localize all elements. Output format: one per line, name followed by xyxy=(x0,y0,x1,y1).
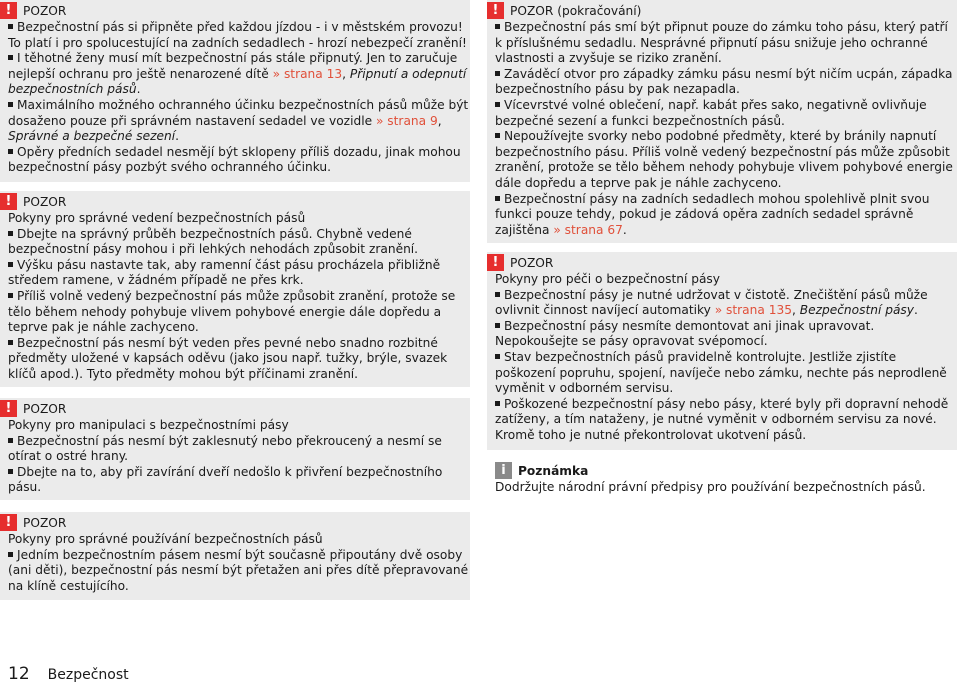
list-item: Nepoužívejte svorky nebo podobné předměty, které by bránily napnutí bezpečnostního pásu. Příliš volně vedený bezpečnostní pás může způsobit zranění, protože se tělo během nehody pohybuje vlivem pohybové energie dále dopředu a teprve pak je náhle zachyceno. xyxy=(495,129,953,190)
note-block xyxy=(495,462,955,496)
bullet-icon xyxy=(8,469,13,474)
bullet-icon xyxy=(495,292,500,297)
exclamation-icon: ! xyxy=(0,193,17,210)
bullet-icon xyxy=(8,24,13,29)
bullet-icon xyxy=(495,354,500,359)
list-item: Opěry předních sedadel nesmějí být sklopeny příliš dozadu, jinak mohou bezpečnostní pásy pozbýt svého ochranného účinku. xyxy=(8,144,461,175)
bullet-icon xyxy=(495,323,500,328)
warning-title-row xyxy=(0,400,470,417)
warning-box-seatbelt-care xyxy=(487,252,957,450)
list-item: Bezpečnostní pás si připněte před každou jízdou - i v městském provozu! To platí i pro spolucestující na zadních sedadlech - hrozí nebezpečí zranění! xyxy=(8,20,467,50)
exclamation-icon: ! xyxy=(487,254,504,271)
warning-title-row xyxy=(0,514,470,531)
warning-box-seatbelt-routing xyxy=(0,191,470,387)
info-icon: i xyxy=(495,462,512,479)
note-title-row xyxy=(495,462,955,479)
list-item: Vícevrstvé volné oblečení, např. kabát přes sako, negativně ovlivňuje bezpečné sezení a funkci bezpečnostních pásů. xyxy=(495,97,927,128)
bullet-icon xyxy=(8,340,13,345)
bullet-icon xyxy=(8,552,13,557)
warning-title-row xyxy=(487,254,957,271)
bullet-icon xyxy=(495,24,500,29)
warning-heading: Pokyny pro správné používání bezpečnostních pásů xyxy=(8,532,323,546)
warning-title: POZOR xyxy=(23,3,67,18)
exclamation-icon: ! xyxy=(487,2,504,19)
page-number: 12 xyxy=(8,664,30,684)
list-item: I těhotné ženy musí mít bezpečnostní pás stále připnutý. Jen to zaručuje nejlepší ochranu pro ještě nenarozené dítě » strana 13, Připnutí a odepnutí bezpečnostních pásů. xyxy=(8,51,467,97)
list-item: Dbejte na to, aby při zavírání dveří nedošlo k přivření bezpečnostního pásu. xyxy=(8,464,443,495)
list-item: Výšku pásu nastavte tak, aby ramenní část pásu procházela přibližně středem ramene, v žádném případě ne přes krk. xyxy=(8,257,441,288)
warning-heading: Pokyny pro správné vedení bezpečnostních pásů xyxy=(8,211,306,225)
bullet-icon xyxy=(8,262,13,267)
warning-title-row xyxy=(0,2,470,19)
list-item: Bezpečnostní pás smí být připnut pouze do zámku toho pásu, který patří k příslušnému sedadlu. Nesprávné připnutí pásu snižuje jeho ochranné vlastnosti a zvyšuje se riziko zranění. xyxy=(495,20,948,66)
page-link[interactable]: » strana 13 xyxy=(272,66,343,81)
warning-title: POZOR xyxy=(23,194,67,209)
warning-heading: Pokyny pro péči o bezpečnostní pásy xyxy=(495,272,720,286)
section-name: Bezpečnost xyxy=(47,667,129,683)
warning-title: POZOR xyxy=(23,401,67,416)
list-item: Zaváděcí otvor pro západky zámku pásu nesmí být ničím ucpán, západka bezpečnostního pásu by pak nezapadla. xyxy=(495,66,953,97)
warning-title: POZOR xyxy=(510,255,554,270)
warning-heading: Pokyny pro manipulaci s bezpečnostními pásy xyxy=(8,418,289,432)
warning-title: POZOR xyxy=(23,515,67,530)
bullet-icon xyxy=(495,401,500,406)
list-item: Bezpečnostní pásy je nutné udržovat v čistotě. Znečištění pásů může ovlivnit činnost navíjecí automatiky » strana 135, Bezpečnostní pásy. xyxy=(495,287,928,318)
list-item: Maximálního možného ochranného účinku bezpečnostních pásů může být dosaženo pouze při správném nastavení sedadel ve vozidle » strana 9, Správné a bezpečné sezení. xyxy=(8,97,469,144)
list-item: Bezpečnostní pásy nesmíte demontovat ani jinak upravovat. Nepokoušejte se pásy opravovat svépomocí. xyxy=(495,318,875,349)
exclamation-icon: ! xyxy=(0,514,17,531)
page-link[interactable]: » strana 135 xyxy=(714,303,792,318)
bullet-icon xyxy=(8,438,13,443)
bullet-icon xyxy=(495,102,500,107)
warning-box-seatbelt-handling xyxy=(0,398,470,500)
list-item: Dbejte na správný průběh bezpečnostních pásů. Chybně vedené bezpečnostní pásy mohou i při lehkých nehodách způsobit zranění. xyxy=(8,226,419,257)
list-item: Bezpečnostní pásy na zadních sedadlech mohou spolehlivě plnit svou funkci pouze tehdy, pokud je zádová opěra zadních sedadel správně zajištěna » strana 67. xyxy=(495,191,930,237)
warning-box-continued xyxy=(487,0,957,243)
list-item: Příliš volně vedený bezpečnostní pás může způsobit zranění, protože se tělo během nehody pohybuje vlivem pohybové energie dále dopředu a teprve pak je náhle zachyceno. xyxy=(8,288,456,335)
warning-title: POZOR (pokračování) xyxy=(510,3,642,18)
page-link[interactable]: » strana 67 xyxy=(553,222,623,237)
list-item: Jedním bezpečnostním pásem nesmí být současně připoutány dvě osoby (ani děti), bezpečnostní pás nesmí být přetažen ani přes dítě přepravované na klíně cestujícího. xyxy=(8,547,469,593)
list-item: Bezpečnostní pás nesmí být zaklesnutý nebo překroucený a nesmí se otírat o ostré hrany. xyxy=(8,433,442,464)
exclamation-icon: ! xyxy=(0,2,17,19)
bullet-icon xyxy=(8,293,13,298)
list-item: Stav bezpečnostních pásů pravidelně kontrolujte. Jestliže zjistíte poškození popruhu, spojení, navíječe nebo zámku, nechte pás neprodleně vyměnit v odborném servisu. xyxy=(495,349,947,396)
bullet-icon xyxy=(495,71,500,76)
warning-title-row xyxy=(487,2,957,19)
list-item: Bezpečnostní pás nesmí být veden přes pevné nebo snadno rozbitné předměty uložené v kapsách oděvu (jako jsou např. tužky, brýle, svazek klíčů apod.). Tyto předměty mohou být příčinami zranění. xyxy=(8,335,448,381)
bullet-icon xyxy=(8,231,13,236)
note-text: Dodržujte národní právní předpisy pro používání bezpečnostních pásů. xyxy=(495,480,926,494)
bullet-icon xyxy=(495,196,500,201)
bullet-icon xyxy=(495,133,500,138)
bullet-icon xyxy=(8,149,13,154)
warning-box-seatbelt-usage xyxy=(0,0,470,182)
page-footer xyxy=(8,664,129,684)
warning-box-seatbelt-correct-use xyxy=(0,512,470,600)
bullet-icon xyxy=(8,55,13,60)
exclamation-icon: ! xyxy=(0,400,17,417)
page-link[interactable]: » strana 9 xyxy=(375,113,438,128)
list-item: Poškozené bezpečnostní pásy nebo pásy, které byly při dopravní nehodě zatíženy, a tím nataženy, je nutné vyměnit v odborném servisu za nové. Kromě toho je nutné překontrolovat ukotvení pásů. xyxy=(495,396,949,442)
note-title: Poznámka xyxy=(518,463,589,478)
bullet-icon xyxy=(8,102,13,107)
warning-title-row xyxy=(0,193,470,210)
